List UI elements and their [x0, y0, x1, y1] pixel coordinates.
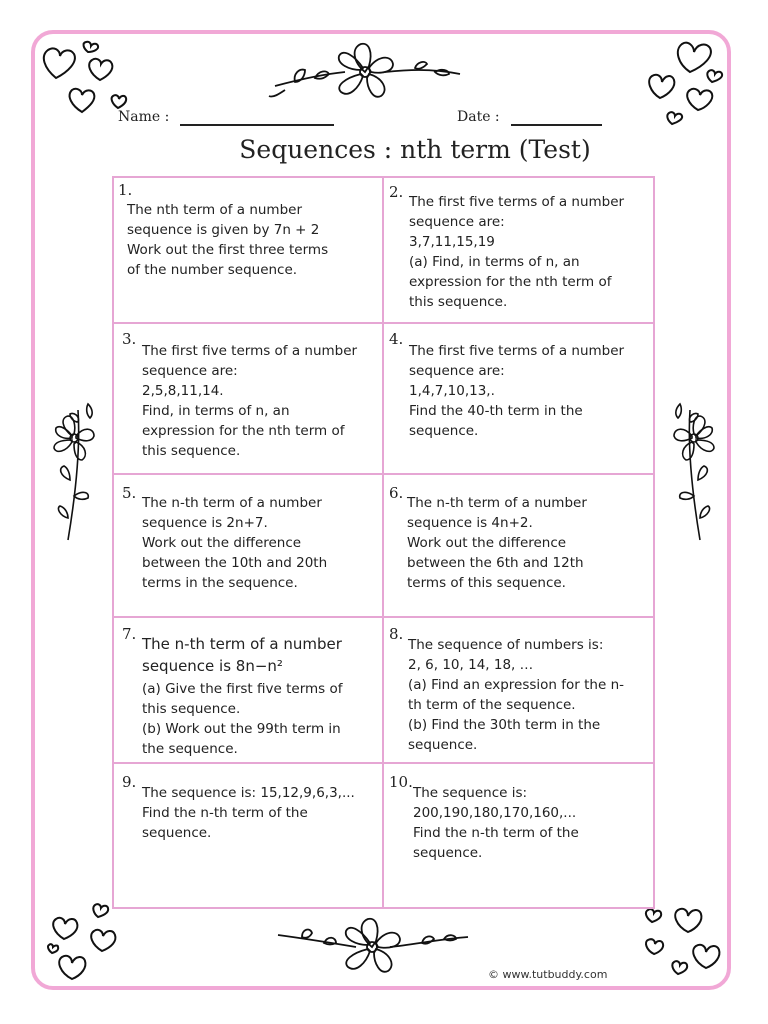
hearts-top-left-icon: [38, 40, 138, 115]
question-text: The first five terms of a number sequence are: 1,4,7,10,13,. Find the 40-th term in the sequence.: [409, 343, 625, 439]
question-text: The n-th term of a number sequence is 4n+2. Work out the difference between the 6th and 12th terms of this sequence.: [407, 495, 587, 591]
copyright-text: © www.tutbuddy.com: [488, 968, 608, 981]
grid-divider-row: [112, 473, 655, 475]
question-number: 1.: [118, 181, 133, 199]
flower-right-icon: [660, 400, 720, 545]
flower-bottom-icon: [272, 915, 472, 985]
question-subparts: (a) Give the first five terms of this sequence. (b) Work out the 99th term in the sequence.: [142, 681, 343, 757]
question-text: The sequence is: 200,190,180,170,160,... Find the n-th term of the sequence.: [413, 785, 579, 861]
grid-divider-row: [112, 322, 655, 324]
question-number: 3.: [122, 330, 137, 348]
flower-top-icon: [265, 38, 465, 108]
grid-divider-vertical: [382, 176, 384, 909]
question-text: The n-th term of a number sequence is 2n+7. Work out the difference between the 10th and 20th terms in the sequence.: [142, 495, 328, 591]
grid-divider-row: [112, 616, 655, 618]
question-number: 2.: [389, 183, 404, 201]
question-text: The first five terms of a number sequence are: 2,5,8,11,14. Find, in terms of n, an expression for the nth term of this sequence.: [142, 343, 358, 459]
question-number: 9.: [122, 773, 137, 791]
hearts-bottom-right-icon: [636, 898, 731, 988]
question-text: The n-th term of a number sequence is 8n−n²: [142, 635, 342, 675]
question-text: The sequence of numbers is: 2, 6, 10, 14, 18, … (a) Find an expression for the n- th term of the sequence. (b) Find the 30th term in the sequence.: [408, 637, 625, 753]
date-line[interactable]: [511, 124, 602, 126]
hearts-top-right-icon: [640, 38, 730, 128]
question-text: The sequence is: 15,12,9,6,3,... Find the n-th term of the sequence.: [142, 785, 355, 841]
name-label: Name :: [118, 109, 170, 125]
flower-left-icon: [48, 400, 108, 545]
name-line[interactable]: [180, 124, 334, 126]
date-label: Date :: [457, 109, 500, 125]
question-number: 6.: [389, 484, 404, 502]
question-text: The first five terms of a number sequence are: 3,7,11,15,19 (a) Find, in terms of n, an expression for the nth term of this sequence.: [409, 194, 625, 310]
page-title: Sequences : nth term (Test): [239, 135, 591, 164]
question-number: 7.: [122, 625, 137, 643]
question-number: 4.: [389, 330, 404, 348]
grid-divider-row: [112, 762, 655, 764]
question-number: 8.: [389, 625, 404, 643]
question-number: 5.: [122, 484, 137, 502]
question-number: 10.: [389, 773, 413, 791]
question-text: The nth term of a number sequence is given by 7n + 2 Work out the first three terms of the number sequence.: [127, 202, 329, 278]
